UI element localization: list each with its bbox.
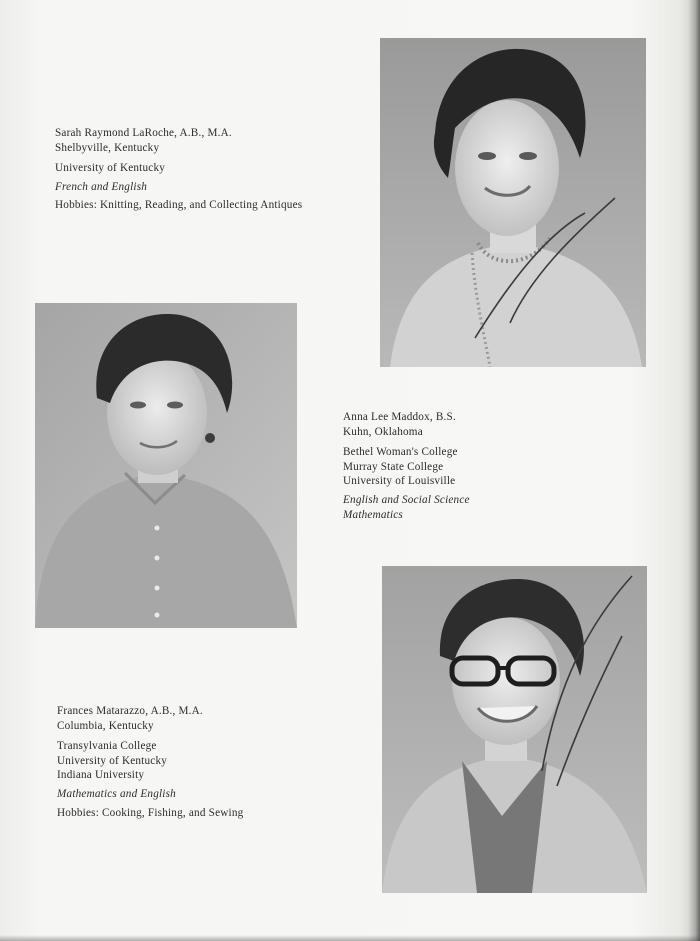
portrait-photo-laroche [380,38,646,367]
teacher-school: University of Louisville [343,475,456,488]
teacher-name: Sarah Raymond LaRoche, A.B., M.A. [55,127,232,139]
portrait-image [35,303,297,628]
teacher-hobbies: Hobbies: Knitting, Reading, and Collecting Antiques [55,199,303,212]
teacher-name: Frances Matarazzo, A.B., M.A. [57,705,203,717]
teacher-school: Murray State College [343,460,444,473]
teacher-subject: Mathematics and English [57,787,176,800]
teacher-subject: Mathematics [343,508,403,521]
teacher-school: Transylvania College [57,740,157,753]
page-spine-shadow [688,0,700,941]
teacher-hometown: Columbia, Kentucky [57,719,154,732]
portrait-photo-matarazzo [382,566,647,893]
portrait-photo-maddox [35,303,297,628]
teacher-hometown: Shelbyville, Kentucky [55,141,160,154]
teacher-subject: French and English [55,180,148,193]
teacher-bio-maddox [343,410,470,522]
teacher-bio-matarazzo [57,704,243,820]
teacher-bio-laroche [55,126,302,213]
teacher-school: University of Kentucky [57,754,168,767]
teacher-name: Anna Lee Maddox, B.S. [343,411,456,423]
portrait-image [382,566,647,893]
teacher-school: Bethel Woman's College [343,446,458,459]
teacher-school: University of Kentucky [55,162,166,175]
teacher-subject: English and Social Science [343,493,470,506]
portrait-image [380,38,646,367]
page-bottom-edge [0,935,700,941]
teacher-school: Indiana University [57,769,145,782]
teacher-hometown: Kuhn, Oklahoma [343,425,423,438]
teacher-hobbies: Hobbies: Cooking, Fishing, and Sewing [57,806,244,819]
